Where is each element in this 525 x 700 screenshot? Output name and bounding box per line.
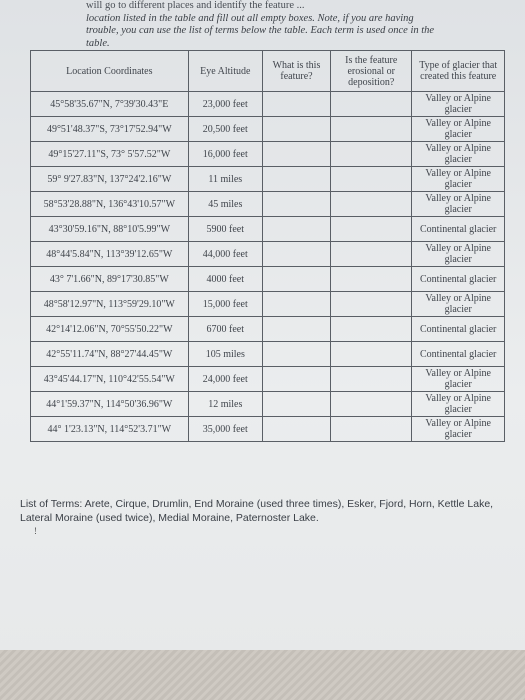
erosional-answer-cell[interactable]	[331, 292, 412, 317]
feature-answer-cell[interactable]	[262, 92, 330, 117]
table-row	[31, 417, 505, 442]
feature-answer-cell[interactable]	[262, 292, 330, 317]
glacier-type-cell: Continental glacier	[412, 317, 505, 342]
feature-answer-cell[interactable]	[262, 117, 330, 142]
list-of-terms: List of Terms: Arete, Cirque, Drumlin, End Moraine (used three times), Esker, Fjord, Horn, Kettle Lake, Lateral Moraine (used twice), Medial Moraine, Paternoster Lake.	[20, 498, 494, 524]
glacier-type-cell: Valley or Alpine glacier	[412, 192, 505, 217]
coordinates-cell: 49°15'27.11"S, 73° 5'57.52"W	[31, 142, 189, 167]
header-eye-altitude: Eye Altitude	[188, 51, 262, 92]
coordinates-cell: 42°55'11.74"N, 88°27'44.45"W	[31, 342, 189, 367]
coordinates-cell: 42°14'12.06"N, 70°55'50.22"W	[31, 317, 189, 342]
altitude-cell: 16,000 feet	[188, 142, 262, 167]
desk-surface	[0, 650, 525, 700]
glacier-type-cell: Continental glacier	[412, 267, 505, 292]
coordinates-cell: 48°58'12.97"N, 113°59'29.10"W	[31, 292, 189, 317]
altitude-cell: 45 miles	[188, 192, 262, 217]
altitude-cell: 20,500 feet	[188, 117, 262, 142]
instructions-line-3: trouble, you can use the list of terms below the table. Each term is used once in the	[86, 25, 435, 36]
feature-answer-cell[interactable]	[262, 417, 330, 442]
glacier-features-table	[30, 50, 505, 442]
table-row	[31, 267, 505, 292]
erosional-answer-cell[interactable]	[331, 192, 412, 217]
glacier-type-cell: Valley or Alpine glacier	[412, 417, 505, 442]
feature-answer-cell[interactable]	[262, 317, 330, 342]
altitude-cell: 11 miles	[188, 167, 262, 192]
table-body	[31, 92, 505, 442]
erosional-answer-cell[interactable]	[331, 342, 412, 367]
erosional-answer-cell[interactable]	[331, 92, 412, 117]
glacier-type-cell: Valley or Alpine glacier	[412, 142, 505, 167]
coordinates-cell: 48°44'5.84"N, 113°39'12.65"W	[31, 242, 189, 267]
table-row	[31, 242, 505, 267]
glacier-type-cell: Continental glacier	[412, 217, 505, 242]
altitude-cell: 12 miles	[188, 392, 262, 417]
header-erosional-deposition: Is the feature erosional or deposition?	[331, 51, 412, 92]
feature-answer-cell[interactable]	[262, 367, 330, 392]
table-row	[31, 117, 505, 142]
instructions-line-2: location listed in the table and fill out all empty boxes. Note, if you are having	[86, 12, 414, 24]
table-row	[31, 342, 505, 367]
table-row	[31, 167, 505, 192]
altitude-cell: 44,000 feet	[188, 242, 262, 267]
erosional-answer-cell[interactable]	[331, 242, 412, 267]
stray-mark: !	[34, 526, 37, 536]
altitude-cell: 4000 feet	[188, 267, 262, 292]
table-row	[31, 217, 505, 242]
coordinates-cell: 44°1'59.37"N, 114°50'36.96"W	[31, 392, 189, 417]
glacier-type-cell: Valley or Alpine glacier	[412, 92, 505, 117]
table-row	[31, 392, 505, 417]
table-row	[31, 92, 505, 117]
header-glacier-type: Type of glacier that created this feature	[412, 51, 505, 92]
header-feature: What is this feature?	[262, 51, 330, 92]
coordinates-cell: 45°58'35.67"N, 7°39'30.43"E	[31, 92, 189, 117]
table-row	[31, 192, 505, 217]
erosional-answer-cell[interactable]	[331, 267, 412, 292]
instructions-line-4: table.	[86, 37, 110, 49]
feature-answer-cell[interactable]	[262, 217, 330, 242]
coordinates-cell: 59° 9'27.83"N, 137°24'2.16"W	[31, 167, 189, 192]
feature-answer-cell[interactable]	[262, 242, 330, 267]
table-row	[31, 317, 505, 342]
instructions-line-1: will go to different places and identify the feature ...	[86, 0, 305, 11]
coordinates-cell: 43°30'59.16"N, 88°10'5.99"W	[31, 217, 189, 242]
glacier-type-cell: Valley or Alpine glacier	[412, 367, 505, 392]
table-row	[31, 142, 505, 167]
erosional-answer-cell[interactable]	[331, 142, 412, 167]
feature-answer-cell[interactable]	[262, 192, 330, 217]
altitude-cell: 105 miles	[188, 342, 262, 367]
header-location-coordinates: Location Coordinates	[31, 51, 189, 92]
feature-answer-cell[interactable]	[262, 167, 330, 192]
coordinates-cell: 58°53'28.88"N, 136°43'10.57"W	[31, 192, 189, 217]
feature-answer-cell[interactable]	[262, 392, 330, 417]
erosional-answer-cell[interactable]	[331, 167, 412, 192]
table-row	[31, 292, 505, 317]
altitude-cell: 6700 feet	[188, 317, 262, 342]
erosional-answer-cell[interactable]	[331, 367, 412, 392]
coordinates-cell: 49°51'48.37"S, 73°17'52.94"W	[31, 117, 189, 142]
table-header-row	[31, 51, 505, 92]
altitude-cell: 15,000 feet	[188, 292, 262, 317]
glacier-type-cell: Continental glacier	[412, 342, 505, 367]
erosional-answer-cell[interactable]	[331, 117, 412, 142]
glacier-type-cell: Valley or Alpine glacier	[412, 117, 505, 142]
erosional-answer-cell[interactable]	[331, 417, 412, 442]
coordinates-cell: 44° 1'23.13"N, 114°52'3.71"W	[31, 417, 189, 442]
glacier-type-cell: Valley or Alpine glacier	[412, 392, 505, 417]
glacier-type-cell: Valley or Alpine glacier	[412, 167, 505, 192]
feature-answer-cell[interactable]	[262, 267, 330, 292]
altitude-cell: 23,000 feet	[188, 92, 262, 117]
erosional-answer-cell[interactable]	[331, 317, 412, 342]
glacier-type-cell: Valley or Alpine glacier	[412, 242, 505, 267]
feature-answer-cell[interactable]	[262, 342, 330, 367]
table-row	[31, 367, 505, 392]
feature-answer-cell[interactable]	[262, 142, 330, 167]
erosional-answer-cell[interactable]	[331, 217, 412, 242]
glacier-type-cell: Valley or Alpine glacier	[412, 292, 505, 317]
coordinates-cell: 43°45'44.17"N, 110°42'55.54"W	[31, 367, 189, 392]
coordinates-cell: 43° 7'1.66"N, 89°17'30.85"W	[31, 267, 189, 292]
instructions	[86, 0, 486, 50]
altitude-cell: 24,000 feet	[188, 367, 262, 392]
erosional-answer-cell[interactable]	[331, 392, 412, 417]
altitude-cell: 35,000 feet	[188, 417, 262, 442]
altitude-cell: 5900 feet	[188, 217, 262, 242]
